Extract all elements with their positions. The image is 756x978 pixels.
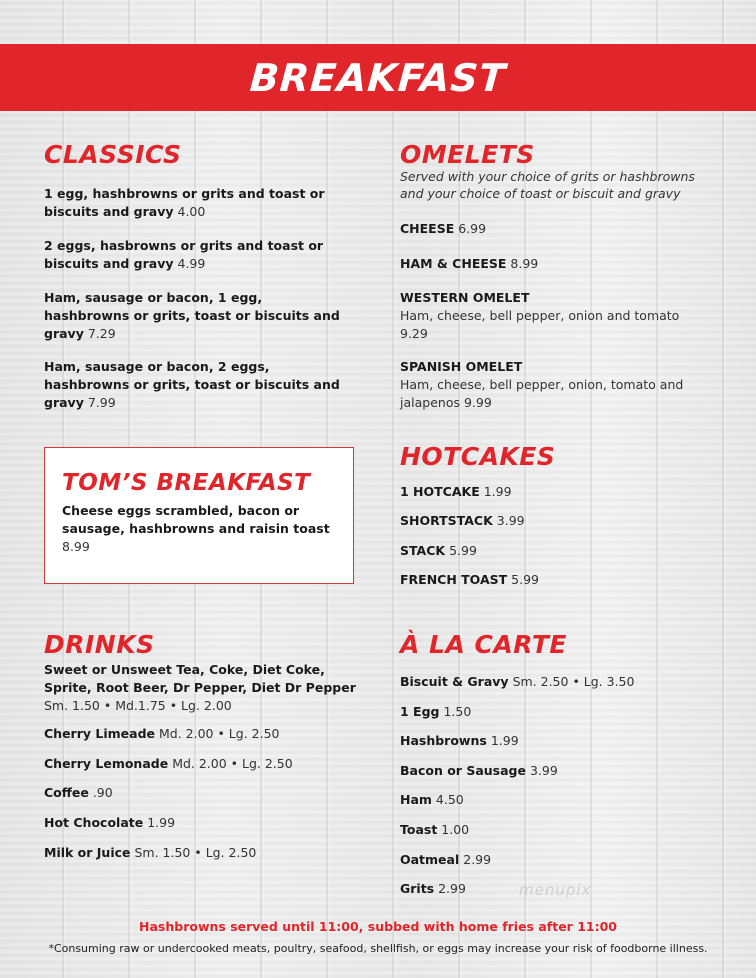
alacarte-item-ham: Ham 4.50 (400, 792, 464, 807)
alacarte-item-oatmeal: Oatmeal 2.99 (400, 852, 492, 867)
classics-item-3: Ham, sausage or bacon, 1 egg, hashbrowns or grits, toast or biscuits and gravy 7.29 (44, 290, 340, 341)
classics-heading: CLASSICS (44, 140, 182, 169)
alacarte-item-grits: Grits 2.99 (400, 881, 466, 896)
omelets-item-cheese: CHEESE 6.99 (400, 221, 487, 236)
hotcakes-item-1: 1 HOTCAKE 1.99 (400, 484, 512, 499)
classics-item-1: 1 egg, hashbrowns or grits and toast or biscuits and gravy 4.00 (44, 186, 325, 219)
classics-item-4: Ham, sausage or bacon, 2 eggs, hashbrowns or grits, toast or biscuits and gravy 7.99 (44, 359, 340, 410)
omelets-item-ham-cheese: HAM & CHEESE 8.99 (400, 256, 539, 271)
hotcakes-heading: HOTCAKES (400, 442, 556, 471)
omelets-item-spanish: SPANISH OMELET Ham, cheese, bell pepper, onion, tomato and jalapenos 9.99 (400, 359, 684, 410)
drinks-item-cherry-limeade: Cherry Limeade Md. 2.00 • Lg. 2.50 (44, 726, 280, 741)
omelets-subtitle: Served with your choice of grits or hashbrowns and your choice of toast or biscuit and gravy (400, 169, 695, 201)
drinks-item-coffee: Coffee .90 (44, 785, 113, 800)
title-banner (0, 44, 756, 111)
drinks-heading: DRINKS (44, 630, 155, 659)
omelets-heading: OMELETS (400, 140, 535, 169)
hotcakes-item-stack: STACK 5.99 (400, 543, 477, 558)
page-title: BREAKFAST (248, 55, 508, 100)
omelets-item-western: WESTERN OMELET Ham, cheese, bell pepper, onion and tomato 9.29 (400, 290, 680, 341)
drinks-item-hot-chocolate: Hot Chocolate 1.99 (44, 815, 176, 830)
drinks-item-cherry-lemonade: Cherry Lemonade Md. 2.00 • Lg. 2.50 (44, 756, 293, 771)
drinks-item-tea: Sweet or Unsweet Tea, Coke, Diet Coke, Sprite, Root Beer, Dr Pepper, Diet Dr Pepper Sm. 1.50 • Md.1.75 • Lg. 2.00 (44, 662, 356, 713)
alacarte-item-toast: Toast 1.00 (400, 822, 470, 837)
toms-breakfast-item: Cheese eggs scrambled, bacon or sausage, hashbrowns and raisin toast 8.99 (62, 503, 330, 554)
hotcakes-item-french-toast: FRENCH TOAST 5.99 (400, 572, 539, 587)
hashbrowns-note: Hashbrowns served until 11:00, subbed with home fries after 11:00 (139, 919, 617, 934)
alacarte-heading: À LA CARTE (400, 630, 567, 659)
drinks-item-milk-juice: Milk or Juice Sm. 1.50 • Lg. 2.50 (44, 845, 257, 860)
alacarte-item-hashbrowns: Hashbrowns 1.99 (400, 733, 519, 748)
alacarte-item-egg: 1 Egg 1.50 (400, 704, 472, 719)
hotcakes-item-shortstack: SHORTSTACK 3.99 (400, 513, 525, 528)
alacarte-item-bacon-sausage: Bacon or Sausage 3.99 (400, 763, 558, 778)
food-safety-disclaimer: *Consuming raw or undercooked meats, poultry, seafood, shellfish, or eggs may increase your risk of foodborne illness. (48, 942, 708, 955)
toms-breakfast-heading: TOM’S BREAKFAST (62, 470, 311, 496)
alacarte-item-biscuit-gravy: Biscuit & Gravy Sm. 2.50 • Lg. 3.50 (400, 674, 635, 689)
watermark: menupix (519, 881, 592, 899)
classics-item-2: 2 eggs, hasbrowns or grits and toast or biscuits and gravy 4.99 (44, 238, 324, 271)
